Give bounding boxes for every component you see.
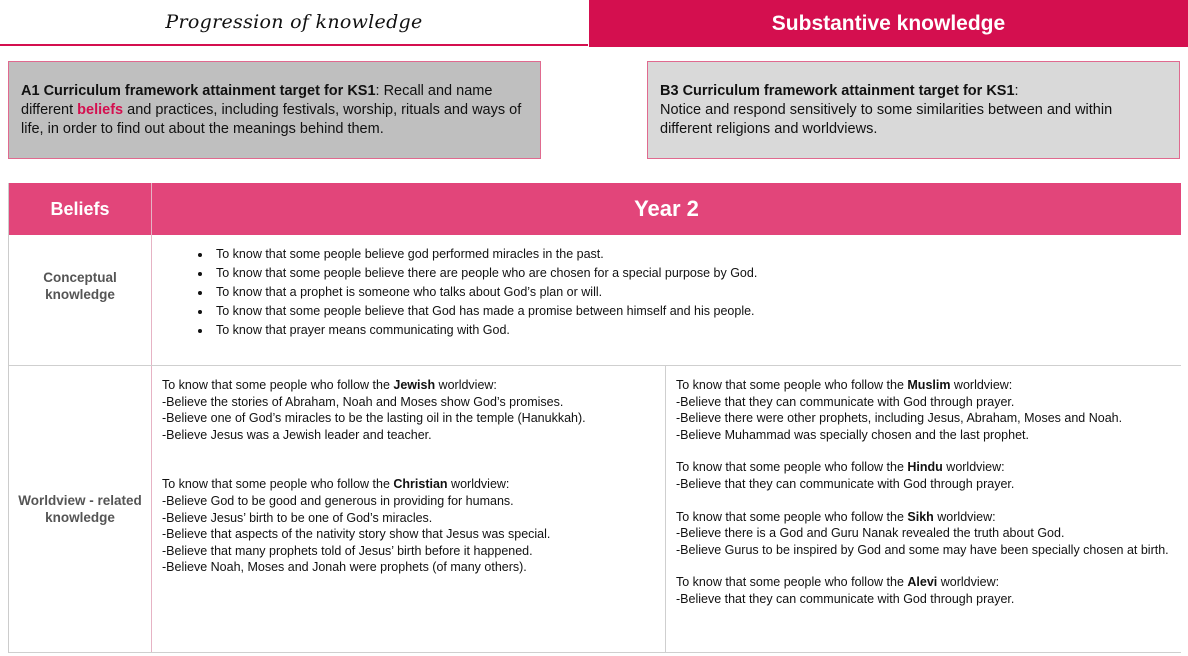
worldview-suffix: worldview:	[950, 378, 1013, 392]
a1-target-label: A1 Curriculum framework attainment target for KS1	[21, 83, 376, 99]
list-item: • To know that some people believe there are people who are chosen for a special purpose by God.	[212, 264, 1112, 283]
worldview-intro: To know that some people who follow the	[676, 575, 908, 590]
belief-line: -Believe that they can communicate with God through prayer.	[676, 394, 1015, 409]
a1-target-highlight: beliefs	[77, 102, 124, 118]
substantive-title: Substantive knowledge	[771, 11, 1006, 35]
worldview-right-column	[676, 377, 1176, 608]
belief-line: -Believe that they can communicate with God through prayer.	[676, 476, 1015, 491]
belief-line: -Believe that they can communicate with God through prayer.	[676, 591, 1015, 606]
belief-line: -Believe there is a God and Guru Nanak revealed the truth about God.	[676, 526, 1065, 541]
a1-target-box	[8, 61, 541, 159]
belief-line: -Believe there were other prophets, including Jesus, Abraham, Moses and Noah.	[676, 411, 1123, 426]
worldview-name: Sikh	[907, 509, 934, 524]
list-item: • To know that some people believe god performed miracles in the past.	[212, 245, 1112, 264]
worldview-intro: To know that some people who follow the	[676, 509, 908, 524]
hindu-worldview-block	[676, 459, 1176, 492]
belief-line: -Believe that many prophets told of Jesus’ birth before it happened.	[162, 543, 533, 558]
worldview-name: Jewish	[393, 378, 436, 392]
worldview-suffix: worldview:	[937, 575, 1000, 590]
b3-target-label: B3 Curriculum framework attainment target for KS1	[660, 83, 1015, 99]
worldview-suffix: worldview:	[447, 477, 510, 492]
worldview-intro: To know that some people who follow the	[676, 378, 908, 392]
belief-line: -Believe God to be good and generous in providing for humans.	[162, 493, 514, 508]
progression-title: Progression of knowledge	[165, 11, 423, 33]
conceptual-knowledge-label: Conceptual knowledge	[43, 270, 117, 302]
progression-header	[0, 0, 588, 46]
worldview-knowledge-label: Worldview - related knowledge	[18, 493, 142, 525]
worldview-suffix: worldview:	[942, 460, 1005, 475]
column-divider	[151, 183, 152, 653]
worldview-name: Christian	[393, 477, 448, 492]
list-item: • To know that a prophet is someone who talks about God’s plan or will.	[212, 283, 1112, 302]
worldview-left-column	[162, 377, 657, 576]
b3-target-colon: :	[1014, 83, 1019, 99]
b3-target-box	[647, 61, 1180, 159]
belief-line: -Believe Noah, Moses and Jonah were prophets (of many others).	[162, 560, 527, 575]
table-bottom-border	[9, 652, 1181, 653]
a1-target-pre: : Recall and name different	[21, 83, 493, 118]
beliefs-header-label: Beliefs	[50, 198, 110, 219]
worldview-suffix: worldview:	[435, 378, 497, 392]
worldview-intro: To know that some people who follow the	[676, 460, 908, 475]
a1-target-post: and practices, including festivals, worship, rituals and ways of life, in order to find out about the meanings behind them.	[21, 102, 522, 137]
belief-line: -Believe Jesus’ birth to be one of God’s miracles.	[162, 510, 433, 525]
worldview-intro: To know that some people who follow the	[162, 477, 394, 492]
belief-line: -Believe that aspects of the nativity story show that Jesus was special.	[162, 527, 551, 542]
list-item: • To know that some people believe that God has made a promise between himself and his people.	[212, 302, 1112, 321]
year-column-header	[152, 183, 1181, 235]
conceptual-list	[184, 245, 1112, 340]
muslim-worldview-block	[676, 377, 1176, 443]
belief-line: -Believe one of God’s miracles to be the lasting oil in the temple (Hanukkah).	[162, 411, 586, 426]
worldview-name: Hindu	[907, 460, 943, 475]
worldview-column-divider	[665, 366, 666, 653]
belief-line: -Believe the stories of Abraham, Noah and Moses show God’s promises.	[162, 394, 564, 409]
year-header-label: Year 2	[634, 196, 699, 221]
row-divider	[9, 365, 1181, 366]
christian-worldview-block	[162, 476, 657, 576]
knowledge-table	[8, 183, 1181, 653]
worldview-name: Alevi	[907, 575, 938, 590]
b3-target-text: Notice and respond sensitively to some similarities between and within different religions and worldviews.	[660, 102, 1113, 137]
sikh-worldview-block	[676, 509, 1176, 559]
belief-line: -Believe Jesus was a Jewish leader and teacher.	[162, 427, 432, 442]
list-item: • To know that prayer means communicating with God.	[212, 321, 1112, 340]
alevi-worldview-block	[676, 574, 1176, 607]
worldview-suffix: worldview:	[933, 509, 996, 524]
worldview-intro: To know that some people who follow the	[162, 378, 394, 392]
substantive-header	[589, 0, 1188, 47]
beliefs-column-header	[9, 183, 151, 235]
belief-line: -Believe Gurus to be inspired by God and some may have been specially chosen at birth.	[676, 542, 1169, 557]
belief-line: -Believe Muhammad was specially chosen and the last prophet.	[676, 427, 1029, 442]
worldview-name: Muslim	[907, 378, 951, 392]
jewish-worldview-block	[162, 377, 657, 443]
